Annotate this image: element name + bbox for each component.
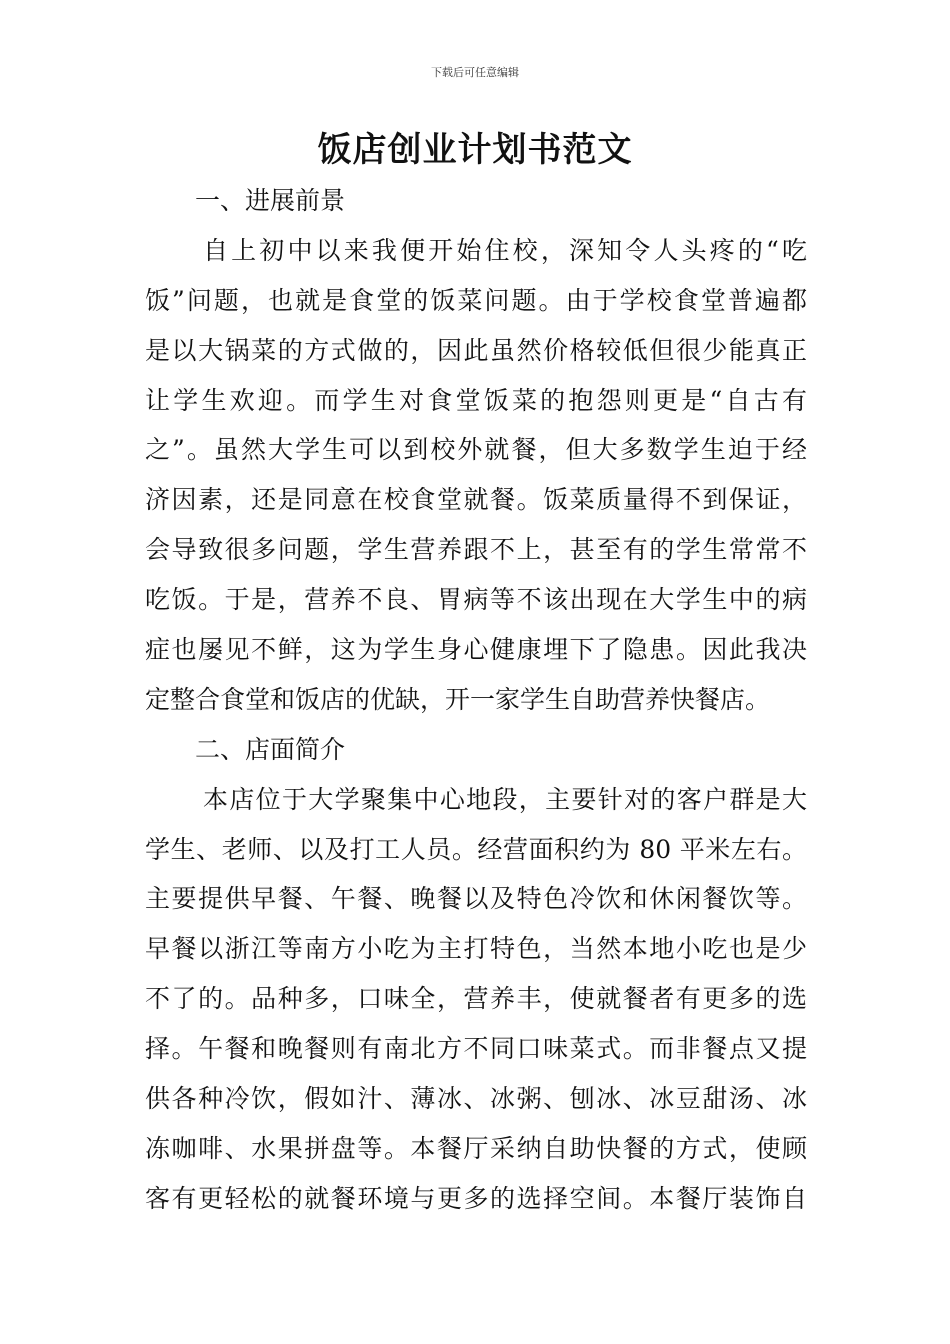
paragraph-line: 会导致很多问题，学生营养跟不上，甚至有的学生常常不 bbox=[145, 535, 807, 565]
document-body bbox=[145, 176, 807, 1224]
paragraph-line: 吃饭。于是，营养不良、胃病等不该出现在大学生中的病 bbox=[145, 585, 807, 615]
paragraph-line: 定整合食堂和饭店的优缺，开一家学生自助营养快餐店。 bbox=[145, 684, 771, 714]
paragraph-line: 不了的。品种多，口味全，营养丰，使就餐者有更多的选 bbox=[145, 984, 807, 1014]
paragraph-line: 之”。虽然大学生可以到校外就餐，但大多数学生迫于经 bbox=[145, 435, 807, 465]
paragraph-line: 主要提供早餐、午餐、晚餐以及特色冷饮和休闲餐饮等。 bbox=[145, 884, 807, 914]
paragraph-line: 供各种冷饮，假如汁、薄冰、冰粥、刨冰、冰豆甜汤、冰 bbox=[145, 1084, 807, 1114]
document-title: 饭店创业计划书范文 bbox=[317, 130, 633, 170]
paragraph-line: 早餐以浙江等南方小吃为主打特色，当然本地小吃也是少 bbox=[145, 934, 807, 964]
paragraph-line: 择。午餐和晚餐则有南北方不同口味菜式。而非餐点又提 bbox=[145, 1034, 807, 1064]
section-heading-prospects: 一、进展前景 bbox=[195, 186, 346, 215]
paragraph-line: 让学生欢迎。而学生对食堂饭菜的抱怨则更是“自古有 bbox=[145, 385, 807, 415]
paragraph-line: 冻咖啡、水果拼盘等。本餐厅采纳自助快餐的方式，使顾 bbox=[145, 1133, 807, 1163]
paragraph-line: 本店位于大学聚集中心地段，主要针对的客户群是大 bbox=[203, 784, 807, 814]
paragraph-line: 自上初中以来我便开始住校，深知令人头疼的“吃 bbox=[203, 235, 807, 265]
paragraph-line: 症也屡见不鲜，这为学生身心健康埋下了隐患。因此我决 bbox=[145, 635, 807, 665]
paragraph-line: 客有更轻松的就餐环境与更多的选择空间。本餐厅装饰自 bbox=[145, 1183, 807, 1213]
paragraph-line: 学生、老师、以及打工人员。经营面积约为 80 平米左右。 bbox=[145, 834, 807, 864]
paragraph-line: 饭”问题，也就是食堂的饭菜问题。由于学校食堂普遍都 bbox=[145, 285, 807, 315]
section-heading-store-intro: 二、店面简介 bbox=[195, 734, 346, 764]
page-header-note: 下载后可任意编辑 bbox=[431, 66, 519, 79]
paragraph-line: 是以大锅菜的方式做的，因此虽然价格较低但很少能真正 bbox=[145, 335, 807, 365]
paragraph-line: 济因素，还是同意在校食堂就餐。饭菜质量得不到保证， bbox=[145, 485, 807, 515]
